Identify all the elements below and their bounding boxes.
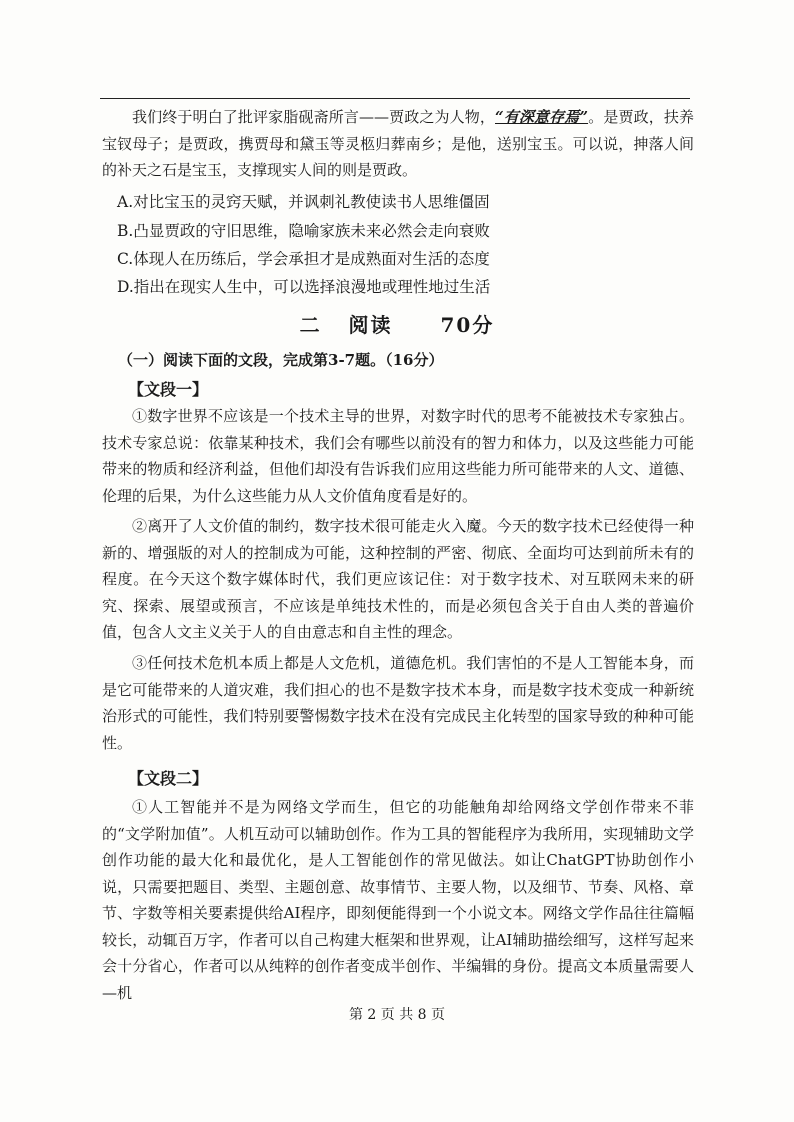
quote-before: 我们终于明白了批评家脂砚斋所言——贾政之为人物， xyxy=(132,108,496,126)
question-intro: （一）阅读下面的文段，完成第3-7题。（16分） xyxy=(118,351,444,369)
quote-after: 。是贾政，扶养宝钗母子；是贾政，携贾母和黛玉等灵柩归葬南乡；是他，送别宝玉。可以说，抻落人间的补天之石是宝玉，支撑现实人间的则是贾政。 xyxy=(102,108,694,179)
quote-emphasis: “有深意存焉” xyxy=(495,108,589,126)
section-score: 70分 xyxy=(440,313,495,337)
option-d[interactable]: D.指出在现实人生中，可以选择浪漫地或理性地过生活 xyxy=(117,278,491,296)
option-b[interactable]: B.凸显贾政的守旧思维，隐喻家族未来必然会走向衰败 xyxy=(117,222,490,240)
segment1-title: 【文段一】 xyxy=(128,380,209,399)
section-name: 阅读 xyxy=(348,313,393,337)
header-rule xyxy=(100,98,690,99)
page-footer: 第 2 页 共 8 页 xyxy=(348,1007,446,1023)
segment1-paragraph-3: ③任何技术危机本质上都是人文危机，道德危机。我们害怕的不是人工智能本身，而是它可能带来的人道灾难，我们担心的也不是数字技术本身，而是数字技术变成一种新统治形式的可能性，我们特别要警惕数字技术在没有完成民主化转型的国家导致的种种可能性。 xyxy=(102,654,694,752)
passage-quote-paragraph xyxy=(102,104,694,184)
option-a[interactable]: A.对比宝玉的灵窍天赋，并讽刺礼教使读书人思维僵固 xyxy=(117,193,490,211)
segment2-paragraph-1: ①人工智能并不是为网络文学而生，但它的功能触角却给网络文学创作带来不菲的“文学附加值”。人机互动可以辅助创作。作为工具的智能程序为我所用，实现辅助文学创作功能的最大化和最优化，是人工智能创作的常见做法。如让ChatGPT协助创作小说，只需要把题目、类型、主题创意、故事情节、主要人物，以及细节、节奏、风格、章节、字数等相关要素提供给AI程序，即刻便能得到一个小说文本。网络文学作品往往篇幅较长，动辄百万字，作者可以自己构建大框架和世界观，让AI辅助描绘细写，这样写起来会十分省心，作者可以从纯粹的创作者变成半创作、半编辑的身份。提高文本质量需要人—机 xyxy=(102,798,694,1002)
segment1-paragraph-2: ②离开了人文价值的制约，数字技术很可能走火入魔。今天的数字技术已经使得一种新的、增强版的对人的控制成为可能，这种控制的严密、彻底、全面均可达到前所未有的程度。在今天这个数字媒体时代，我们更应该记住：对于数字技术、对互联网未来的研究、探索、展望或预言，不应该是单纯技术性的，而是必须包含关于自由人类的普遍价值，包含人文主义关于人的自由意志和自主性的理念。 xyxy=(102,517,694,641)
segment2-title: 【文段二】 xyxy=(128,769,209,788)
segment1-paragraph-1: ①数字世界不应该是一个技术主导的世界，对数字时代的思考不能被技术专家独占。技术专家总说：依靠某种技术，我们会有哪些以前没有的智力和体力，以及这些能力可能带来的物质和经济利益，但他们却没有告诉我们应用这些能力所可能带来的人文、道德、伦理的后果，为什么这些能力从人文价值角度看是好的。 xyxy=(102,407,694,505)
section-title xyxy=(0,309,794,338)
option-c[interactable]: C.体现人在历练后，学会承担才是成熟面对生活的态度 xyxy=(117,250,490,268)
section-number: 二 xyxy=(299,313,322,337)
